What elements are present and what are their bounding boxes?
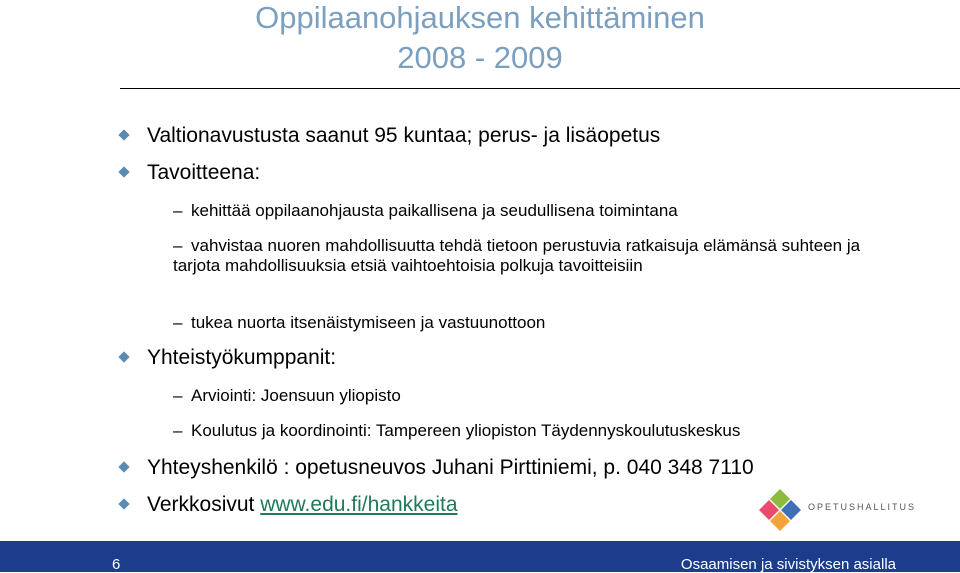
goal-item	[173, 236, 893, 276]
goal-item	[173, 313, 545, 333]
slide-title-years: 2008 - 2009	[397, 40, 563, 75]
goal-text: vahvistaa nuoren mahdollisuutta tehdä tietoon perustuvia ratkaisuja elämänsä suhteen ja tarjota mahdollisuuksia etsiä vaihtoehtoisia polkuja tavoitteisiin	[173, 236, 861, 275]
logo-wordmark: OPETUSHALLITUS	[808, 502, 917, 512]
dash-marker: –	[173, 236, 183, 255]
bullet-state-aid: Valtionavustusta saanut 95 kuntaa; perus- ja lisäopetus	[147, 124, 661, 147]
slide-title: Oppilaanohjauksen kehittäminen	[255, 0, 705, 35]
diamond-bullet-icon	[118, 129, 129, 140]
diamond-bullet-icon	[118, 461, 129, 472]
bullet-partners: Yhteistyökumppanit:	[147, 346, 337, 369]
dash-marker: –	[173, 201, 183, 220]
goal-text: tukea nuorta itsenäistymiseen ja vastuunottoon	[191, 313, 546, 332]
dash-marker: –	[173, 313, 183, 332]
goal-text: kehittää oppilaanohjausta paikallisena ja seudullisena toimintana	[191, 201, 678, 220]
dash-marker: –	[173, 386, 183, 405]
partner-item	[173, 386, 401, 406]
partner-text: Arviointi: Joensuun yliopisto	[191, 386, 401, 405]
bullet-contact: Yhteyshenkilö : opetusneuvos Juhani Pirttiniemi, p. 040 348 7110	[147, 456, 754, 479]
website-label: Verkkosivut	[147, 493, 261, 516]
diamond-bullet-icon	[118, 498, 129, 509]
partner-item	[173, 421, 740, 441]
page-number: 6	[112, 556, 121, 573]
footer-tagline: Osaamisen ja sivistyksen asialla	[680, 556, 896, 573]
title-divider	[120, 88, 960, 89]
opetushallitus-logo-icon	[757, 487, 803, 533]
bullet-website	[147, 493, 458, 517]
dash-marker: –	[173, 421, 183, 440]
diamond-bullet-icon	[118, 166, 129, 177]
bullet-goals: Tavoitteena:	[147, 161, 261, 184]
diamond-bullet-icon	[118, 351, 129, 362]
goal-item	[173, 201, 678, 221]
partner-text: Koulutus ja koordinointi: Tampereen yliopiston Täydennyskoulutuskeskus	[191, 421, 741, 440]
website-link[interactable]: www.edu.fi/hankkeita	[260, 493, 458, 516]
